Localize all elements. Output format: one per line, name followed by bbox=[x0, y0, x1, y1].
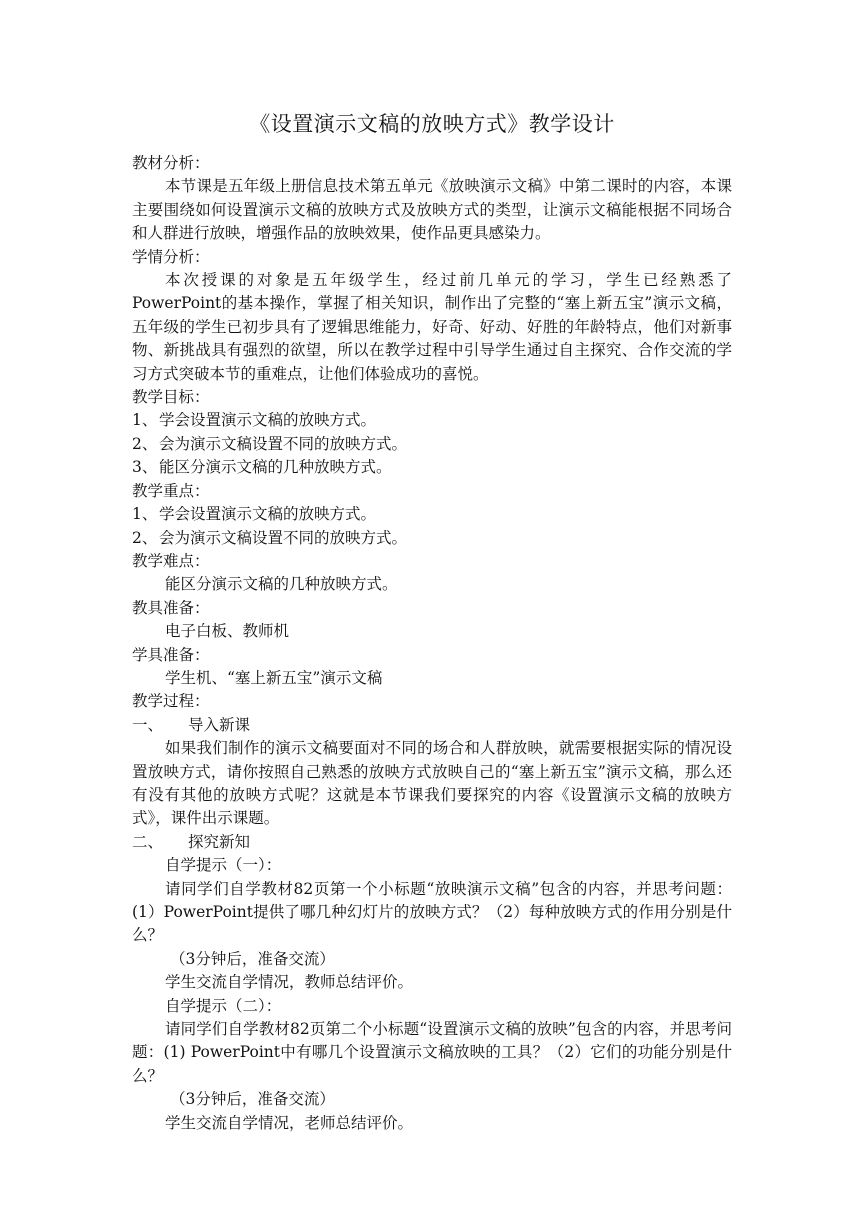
teaching-tools-heading: 教具准备： bbox=[132, 598, 210, 617]
difficulty-heading: 教学难点： bbox=[132, 551, 210, 570]
key-point-item bbox=[132, 527, 732, 550]
teaching-tools-body: 电子白板、教师机 bbox=[165, 622, 290, 641]
hint-body: 请同学们自学教材82页第一个小标题“放映演示文稿”包含的内容，并思考问题：(1）PowerPoint提供了哪几种幻灯片的放映方式？（2）每种放映方式的作用分别是什么？ bbox=[132, 879, 732, 945]
step-body: 如果我们制作的演示文稿要面对不同的场合和人群放映，就需要根据实际的情况设置放映方式，请你按照自己熟悉的放映方式放映自己的“塞上新五宝”演示文稿，那么还有没有其他的放映方式呢？这就是本节课我们要探究的内容《设置演示文稿的放映方式》，课件出示课题。 bbox=[132, 739, 732, 828]
goal-number: 2、 bbox=[132, 434, 158, 453]
step-title: 导入新课 bbox=[188, 715, 251, 734]
key-point-text: 学会设置演示文稿的放映方式。 bbox=[159, 505, 377, 524]
student-analysis-heading: 学情分析： bbox=[132, 247, 210, 266]
student-tools-heading: 学具准备： bbox=[132, 645, 210, 664]
student-tools-body: 学生机、“塞上新五宝”演示文稿 bbox=[165, 668, 383, 687]
goals-heading: 教学目标： bbox=[132, 388, 210, 407]
student-analysis-body: 本次授课的对象是五年级学生，经过前几单元的学习，学生已经熟悉了PowerPoint的基本操作，掌握了相关知识，制作出了完整的“塞上新五宝”演示文稿，五年级的学生已初步具有了逻辑思维能力，好奇、好动、好胜的年龄特点，他们对新事物、新挑战具有强烈的欲望，所以在教学过程中引导学生通过自主探究、合作交流的学习方式突破本节的重难点，让他们体验成功的喜悦。 bbox=[132, 271, 732, 383]
process-heading: 教学过程： bbox=[132, 692, 210, 711]
hint-summary: 学生交流自学情况，教师总结评价。 bbox=[165, 973, 414, 992]
goal-text: 会为演示文稿设置不同的放映方式。 bbox=[159, 434, 408, 453]
hint-summary: 学生交流自学情况，老师总结评价。 bbox=[165, 1113, 414, 1132]
step-number: 一、 bbox=[132, 715, 164, 734]
document-title: 《设置演示文稿的放映方式》教学设计 bbox=[249, 112, 615, 136]
goal-item bbox=[132, 409, 732, 432]
key-point-number: 1、 bbox=[132, 505, 158, 524]
goal-text: 能区分演示文稿的几种放映方式。 bbox=[159, 458, 392, 477]
step-number: 二、 bbox=[132, 832, 164, 851]
step-heading bbox=[132, 714, 732, 737]
document-page bbox=[132, 110, 732, 1135]
hint-heading: 自学提示（二）： bbox=[165, 996, 282, 1015]
goal-item bbox=[132, 456, 732, 479]
step-title: 探究新知 bbox=[188, 832, 251, 851]
hint-time-note: （3分钟后，准备交流） bbox=[170, 1090, 335, 1109]
goal-text: 学会设置演示文稿的放映方式。 bbox=[159, 411, 377, 430]
key-point-text: 会为演示文稿设置不同的放映方式。 bbox=[159, 528, 408, 547]
key-point-item bbox=[132, 503, 732, 526]
hint-heading: 自学提示（一）： bbox=[165, 856, 282, 875]
difficulty-body: 能区分演示文稿的几种放映方式。 bbox=[165, 575, 398, 594]
textbook-analysis-body: 本节课是五年级上册信息技术第五单元《放映演示文稿》中第二课时的内容，本课主要围绕如何设置演示文稿的放映方式及放映方式的类型，让演示文稿能根据不同场合和人群进行放映，增强作品的放映效果，使作品更具感染力。 bbox=[132, 177, 732, 243]
hint-body: 请同学们自学教材82页第二个小标题“设置演示文稿的放映”包含的内容，并思考问题：(1) PowerPoint中有哪几个设置演示文稿放映的工具？（2）它们的功能分别是什么？ bbox=[132, 1020, 732, 1085]
key-points-heading: 教学重点： bbox=[132, 481, 210, 500]
hint-time-note: （3分钟后，准备交流） bbox=[170, 949, 335, 968]
textbook-analysis-heading: 教材分析： bbox=[132, 154, 210, 172]
step-heading bbox=[132, 831, 732, 854]
goal-number: 3、 bbox=[132, 458, 158, 477]
goal-item bbox=[132, 433, 732, 456]
key-point-number: 2、 bbox=[132, 528, 158, 547]
goal-number: 1、 bbox=[132, 411, 158, 430]
